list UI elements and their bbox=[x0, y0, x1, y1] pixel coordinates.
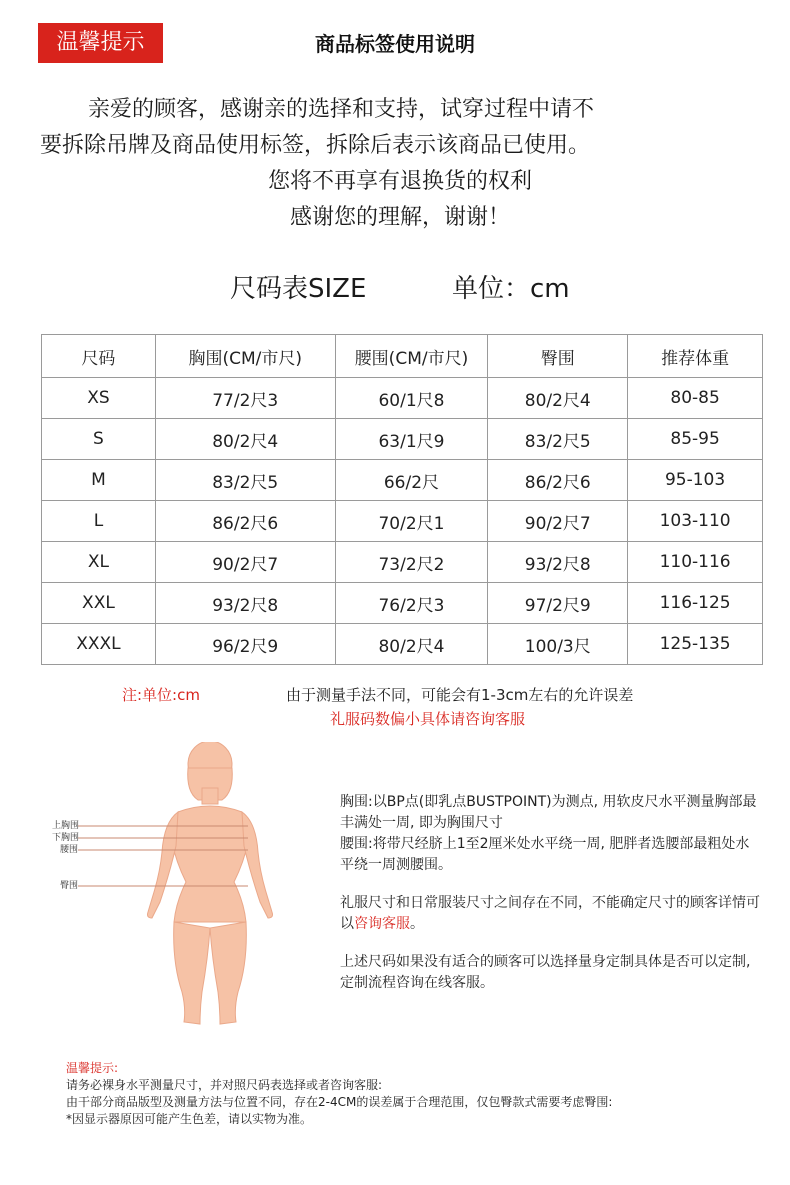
consult-service-link[interactable]: 咨询客服 bbox=[354, 916, 410, 932]
header-waist: 腰围(CM/市尺) bbox=[335, 335, 488, 378]
cell-weight: 85-95 bbox=[628, 419, 763, 460]
cell-waist: 76/2尺3 bbox=[335, 583, 488, 624]
cell-waist: 70/2尺1 bbox=[335, 501, 488, 542]
cell-weight: 125-135 bbox=[628, 624, 763, 665]
table-row bbox=[42, 624, 763, 665]
cell-bust: 93/2尺8 bbox=[155, 583, 335, 624]
tips-line-1: 请务必裸身水平测量尺寸，并对照尺码表选择或者咨询客服: bbox=[66, 1078, 383, 1092]
cell-weight: 103-110 bbox=[628, 501, 763, 542]
table-row bbox=[42, 419, 763, 460]
cell-hip: 83/2尺5 bbox=[488, 419, 628, 460]
dress-size-end: 。 bbox=[410, 916, 424, 932]
notice-badge: 温馨提示 bbox=[38, 23, 163, 63]
cell-hip: 90/2尺7 bbox=[488, 501, 628, 542]
label-under-bust: 下胸围 bbox=[52, 833, 80, 843]
table-row bbox=[42, 378, 763, 419]
cell-bust: 80/2尺4 bbox=[155, 419, 335, 460]
table-row bbox=[42, 460, 763, 501]
cell-size: S bbox=[42, 419, 156, 460]
header-size: 尺码 bbox=[42, 335, 156, 378]
tips-line-2: 由干部分商品版型及测量方法与位置不同，存在2-4CM的误差属于合理范围，仅包臀款式需要考虑臀围: bbox=[66, 1095, 613, 1109]
label-waist: 腰围 bbox=[60, 845, 79, 855]
intro-line-1: 亲爱的顾客，感谢亲的选择和支持，试穿过程中请不 bbox=[88, 97, 595, 122]
cell-waist: 63/1尺9 bbox=[335, 419, 488, 460]
cell-weight: 116-125 bbox=[628, 583, 763, 624]
table-row bbox=[42, 583, 763, 624]
intro-text bbox=[40, 92, 760, 236]
consult-note: 礼服码数偏小具体请咨询客服 bbox=[330, 710, 526, 728]
header-bust: 胸围(CM/市尺) bbox=[155, 335, 335, 378]
cell-weight: 110-116 bbox=[628, 542, 763, 583]
intro-line-3: 您将不再享有退换货的权利 bbox=[267, 169, 532, 194]
dress-size-text: 礼服尺寸和日常服装尺寸之间存在不同，不能确定尺寸的顾客详情可以 bbox=[340, 895, 760, 932]
cell-waist: 73/2尺2 bbox=[335, 542, 488, 583]
label-hip: 臀围 bbox=[60, 881, 79, 891]
cell-bust: 86/2尺6 bbox=[155, 501, 335, 542]
cell-size: XS bbox=[42, 378, 156, 419]
cell-waist: 80/2尺4 bbox=[335, 624, 488, 665]
cell-hip: 100/3尺 bbox=[488, 624, 628, 665]
size-table bbox=[41, 334, 763, 665]
unit-note: 注:单位:cm bbox=[122, 686, 200, 704]
cell-weight: 95-103 bbox=[628, 460, 763, 501]
table-header-row bbox=[42, 335, 763, 378]
size-chart-title: 尺码表SIZE bbox=[230, 274, 367, 304]
cell-hip: 97/2尺9 bbox=[488, 583, 628, 624]
body-silhouette-icon bbox=[48, 742, 288, 1032]
label-upper-bust: 上胸围 bbox=[52, 821, 80, 831]
dress-size-note bbox=[340, 893, 760, 935]
measurement-description bbox=[340, 792, 760, 1011]
cell-size: XXXL bbox=[42, 624, 156, 665]
custom-size-note: 上述尺码如果没有适合的顾客可以选择量身定制具体是否可以定制, 定制流程咨询在线客服。 bbox=[340, 954, 751, 991]
cell-size: XXL bbox=[42, 583, 156, 624]
tips-title: 温馨提示: bbox=[66, 1061, 119, 1075]
cell-size: M bbox=[42, 460, 156, 501]
cell-waist: 60/1尺8 bbox=[335, 378, 488, 419]
cell-bust: 96/2尺9 bbox=[155, 624, 335, 665]
cell-bust: 83/2尺5 bbox=[155, 460, 335, 501]
header-weight: 推荐体重 bbox=[628, 335, 763, 378]
tips-section bbox=[66, 1060, 766, 1128]
intro-line-4: 感谢您的理解，谢谢！ bbox=[289, 205, 510, 230]
table-row bbox=[42, 501, 763, 542]
bust-description: 胸围:以BP点(即乳点BUSTPOINT)为测点, 用软皮尺水平测量胸部最丰满处一周, 即为胸围尺寸 bbox=[340, 794, 757, 831]
cell-waist: 66/2尺 bbox=[335, 460, 488, 501]
page-title: 商品标签使用说明 bbox=[315, 32, 475, 56]
cell-bust: 90/2尺7 bbox=[155, 542, 335, 583]
tolerance-note: 由于测量手法不同，可能会有1-3cm左右的允许误差 bbox=[286, 686, 634, 704]
tips-line-3: *因显示器原因可能产生色差，请以实物为准。 bbox=[66, 1112, 313, 1126]
cell-size: XL bbox=[42, 542, 156, 583]
header-hip: 臀围 bbox=[488, 335, 628, 378]
cell-hip: 86/2尺6 bbox=[488, 460, 628, 501]
intro-line-2: 要拆除吊牌及商品使用标签，拆除后表示该商品已使用。 bbox=[40, 133, 591, 158]
cell-hip: 93/2尺8 bbox=[488, 542, 628, 583]
table-row bbox=[42, 542, 763, 583]
cell-hip: 80/2尺4 bbox=[488, 378, 628, 419]
cell-bust: 77/2尺3 bbox=[155, 378, 335, 419]
body-figure bbox=[48, 742, 288, 1032]
waist-description: 腰围:将带尺经脐上1至2厘米处水平绕一周, 肥胖者选腰部最粗处水平绕一周测腰围。 bbox=[340, 836, 750, 873]
cell-weight: 80-85 bbox=[628, 378, 763, 419]
cell-size: L bbox=[42, 501, 156, 542]
size-chart-unit: 单位：cm bbox=[452, 274, 570, 304]
